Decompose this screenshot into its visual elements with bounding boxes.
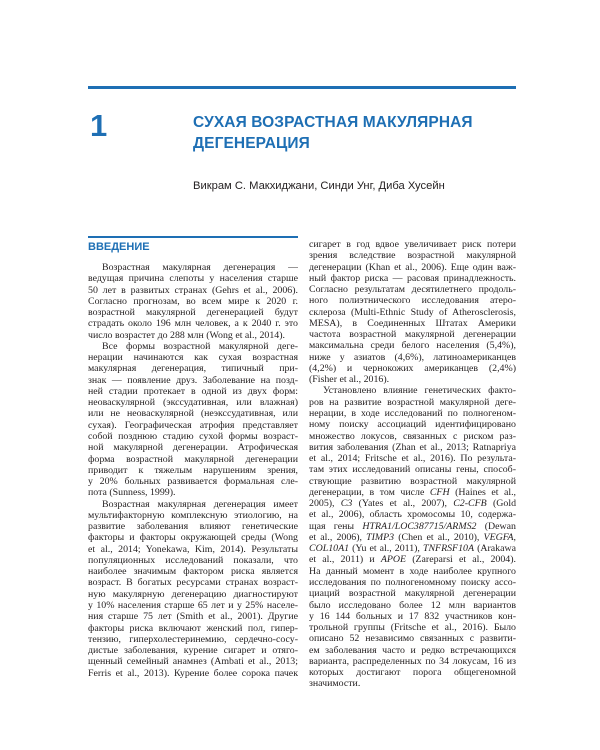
text-segment: неоваскулярной (экссудативная, или влажная)	[88, 397, 298, 409]
text-segment: макулярная дегенерация, типичный при-	[88, 363, 298, 375]
text-line	[88, 307, 298, 318]
text-line	[309, 611, 516, 622]
text-segment: нерации начинаются как сухая возрастная	[88, 352, 298, 364]
gene-name: TNFRSF10A	[422, 543, 474, 555]
text-segment: ной макулярной дегенерации. Атрофическая	[88, 442, 298, 454]
chapter-title-line: ДЕГЕНЕРАЦИЯ	[193, 135, 310, 152]
text-segment: ствующие развитию возрастной макулярной	[309, 475, 516, 487]
text-line	[309, 532, 516, 543]
left-text-column	[88, 262, 298, 679]
text-line	[309, 633, 516, 644]
text-segment: ней стадии протекает в одной из двух форм:	[88, 385, 298, 397]
text-segment: ному поиску ассоциаций идентифицировано	[309, 419, 516, 431]
paragraph	[88, 499, 298, 679]
text-segment: сухая). Географическая атрофия представляет	[88, 419, 298, 431]
text-segment: Все формы возрастной макулярной деге-	[102, 340, 298, 352]
text-line	[309, 431, 516, 442]
text-segment: ную макулярную дегенерацию диагностируют	[88, 588, 298, 600]
right-text-column	[309, 239, 516, 690]
text-line	[309, 352, 516, 363]
text-line	[309, 566, 516, 577]
text-line	[309, 262, 516, 273]
text-line	[88, 589, 298, 600]
text-segment: которых достигают порога общегеномной	[309, 667, 516, 679]
text-line	[309, 600, 516, 611]
text-line	[309, 667, 516, 678]
text-segment: форма возрастной макулярной дегенерации	[88, 453, 298, 465]
text-segment: ,	[513, 531, 516, 543]
text-line	[309, 419, 516, 430]
text-line	[309, 453, 516, 464]
text-line	[309, 678, 516, 689]
text-segment: зрения вследствие возрастной макулярной	[309, 250, 516, 262]
gene-name: TIMP3	[366, 531, 395, 543]
text-line	[309, 295, 516, 306]
text-segment: склероза (Multi-Ethnic Study of Atherosclerosis,	[309, 306, 516, 318]
text-line	[88, 499, 298, 510]
text-segment: множество локусов, связанных с риском раз-	[309, 430, 516, 442]
text-segment: значимости.	[309, 678, 361, 690]
text-segment: Установлено влияние генетических факто-	[323, 385, 516, 397]
text-segment: нерации, в ходе исследований по полногеном-	[309, 407, 516, 419]
text-line	[88, 262, 298, 273]
text-line	[309, 340, 516, 351]
text-line	[88, 431, 298, 442]
text-segment: 50 лет в развитых странах (Gehrs et al., 2006).	[88, 284, 298, 296]
text-segment: (Fisher et al., 2016).	[309, 374, 390, 386]
text-line	[88, 623, 298, 634]
text-segment: Согласно результатам десятилетнего продоль-	[309, 284, 516, 296]
text-segment: сигарет в год вдвое увеличивает риск потери	[309, 239, 516, 250]
text-segment: (Gold	[486, 498, 516, 510]
text-line	[309, 645, 516, 656]
text-segment: циаций возрастной макулярной дегенерации	[309, 588, 516, 600]
text-segment: было исследовано более 12 млн вариантов	[309, 599, 516, 611]
text-segment: На данный момент в ходе наиболее крупного	[309, 565, 516, 577]
chapter-number: 1	[90, 108, 108, 143]
text-line	[309, 307, 516, 318]
text-line	[88, 442, 298, 453]
text-segment: наиболее значимым фактором риска является	[88, 566, 298, 578]
text-line	[88, 510, 298, 521]
text-segment: ем заболевания часто и редко встречающихся	[309, 644, 516, 656]
paragraph	[309, 239, 516, 385]
text-line	[88, 577, 298, 588]
text-line	[309, 408, 516, 419]
text-segment: et al., 2006),	[309, 531, 367, 543]
gene-name: C2-CFB	[453, 498, 487, 510]
text-line	[88, 668, 298, 679]
text-line	[309, 250, 516, 261]
text-segment: (Zareparsi et al., 2004).	[406, 554, 516, 566]
text-segment: факторы риска включают женский пол, гипер-	[88, 622, 298, 634]
text-line	[309, 521, 516, 532]
text-line	[88, 330, 298, 341]
text-segment: мультифакторную комплексную этиологию, на	[88, 509, 298, 521]
text-segment: ния старше 75 лет (Smith et al., 2001). Другие	[88, 611, 298, 623]
text-line	[309, 374, 516, 385]
text-segment: описано 52 независимо связанных с развити-	[309, 633, 516, 645]
paragraph	[88, 262, 298, 341]
text-segment: MESA), в Соединенных Штатах Америки	[309, 317, 516, 329]
text-line	[309, 363, 516, 374]
text-segment: Возрастная макулярная дегенерация —	[102, 262, 298, 273]
text-segment: пота (Sunness, 1999).	[88, 487, 176, 499]
text-segment: факторы и факторы окружающей среды (Wong	[88, 532, 298, 544]
text-line	[309, 509, 516, 520]
text-segment: возраст. В богатых ресурсами странах возраст-	[88, 577, 298, 589]
section-heading: ВВЕДЕНИЕ	[88, 241, 150, 253]
text-segment: ный фактор риска — расовая принадлежность.	[309, 272, 516, 284]
text-segment: (Yates et al., 2007),	[352, 498, 454, 510]
text-segment: варианта, распределенных по 34 локусам, 16 из	[309, 655, 516, 667]
text-line	[309, 318, 516, 329]
text-segment: Возрастная макулярная дегенерация имеет	[102, 498, 298, 510]
text-segment: страдать около 196 млн человек, а к 2040 г. это	[88, 318, 298, 330]
text-segment: у 16 144 больных и 17 832 участников кон-	[309, 610, 516, 622]
text-line	[88, 352, 298, 363]
text-segment: частота возрастной макулярной дегенерации	[309, 329, 516, 341]
text-line	[88, 566, 298, 577]
text-segment: число возрастет до 288 млн (Wong et al., 2014).	[88, 329, 285, 341]
text-segment: (Arakawa	[474, 543, 516, 555]
text-line	[309, 622, 516, 633]
text-segment: трольной группы (Fritsche et al., 2016). Было	[309, 622, 516, 634]
text-line	[88, 611, 298, 622]
text-line	[88, 273, 298, 284]
text-line	[88, 296, 298, 307]
text-line	[309, 476, 516, 487]
text-line	[309, 588, 516, 599]
text-segment: et al., 2011) и	[309, 554, 381, 566]
text-segment: (Yu et al., 2011),	[349, 543, 423, 555]
text-line	[88, 544, 298, 555]
chapter-title-line: СУХАЯ ВОЗРАСТНАЯ МАКУЛЯРНАЯ	[193, 114, 473, 131]
text-segment: исследования по полногеномному поиску ассо-	[309, 576, 516, 588]
paragraph	[88, 341, 298, 499]
text-line	[88, 555, 298, 566]
text-line	[88, 363, 298, 374]
text-line	[88, 285, 298, 296]
text-line	[88, 532, 298, 543]
text-line	[309, 284, 516, 295]
text-line	[88, 454, 298, 465]
text-segment: (Dewan	[476, 520, 516, 532]
text-segment: у 10% населения старше 65 лет и у 25% населе-	[88, 599, 298, 611]
text-segment: (Chen et al., 2010),	[394, 531, 484, 543]
text-segment: et al., 2006), область хромосомы 10, содержа-	[309, 509, 516, 521]
text-line	[88, 408, 298, 419]
text-line	[309, 397, 516, 408]
text-line	[88, 341, 298, 352]
text-line	[309, 239, 516, 250]
text-segment: ного полиэтнического исследования атеро-	[309, 295, 516, 307]
text-line	[309, 329, 516, 340]
gene-name: C3	[340, 498, 353, 510]
text-segment: дегенерации (Khan et al., 2006). Еще один важ-	[309, 261, 516, 273]
text-line	[309, 498, 516, 509]
paragraph	[309, 385, 516, 689]
text-segment: Ferris et al., 2013). Курение более сорока пачек	[88, 667, 298, 679]
text-segment: щенный семейный анамнез (Ambati et al., 2013;	[88, 656, 298, 668]
text-segment: возрастной макулярной дегенерацией будут	[88, 307, 298, 319]
text-segment: ниже у азиатов (4,6%), латиноамериканцев	[309, 351, 516, 363]
chapter-authors: Викрам С. Макхиджани, Синди Унг, Диба Хусейн	[193, 180, 445, 192]
text-line	[309, 385, 516, 396]
text-segment: et al., 2014; Yonekawa, Kim, 2014). Результаты	[88, 543, 298, 555]
text-segment: et al., 2014; Fritsche et al., 2016). По результа-	[309, 453, 516, 465]
text-segment: 2005),	[309, 498, 341, 510]
text-line	[88, 476, 298, 487]
gene-name: HTRA1/LOC387715/ARMS2	[362, 520, 477, 532]
text-line	[88, 397, 298, 408]
gene-name: CFH	[429, 486, 450, 498]
text-segment: ведущая причина слепоты у населения старше	[88, 273, 298, 285]
text-segment: у 20% больных развивается формальная сле-	[88, 476, 298, 488]
text-line	[309, 554, 516, 565]
text-line	[88, 318, 298, 329]
text-line	[309, 464, 516, 475]
text-line	[88, 656, 298, 667]
text-segment: щая гены	[309, 520, 363, 532]
text-segment: развитие заболевания влияют генетические	[88, 521, 298, 533]
text-line	[88, 487, 298, 498]
text-segment: (4,2%) и чернокожих американцев (2,4%)	[309, 362, 516, 374]
text-segment: максимальна среди белого населения (5,4%),	[309, 340, 516, 352]
text-line	[88, 465, 298, 476]
text-line	[309, 543, 516, 554]
text-segment: Согласно прогнозам, во всем мире к 2020 г.	[88, 295, 298, 307]
gene-name: APOE	[380, 554, 407, 566]
gene-name: VEGFA	[483, 531, 514, 543]
text-line	[309, 656, 516, 667]
text-line	[88, 375, 298, 386]
text-segment: знак — появление друз. Заболевание на позд-	[88, 374, 298, 386]
section-rule	[88, 236, 298, 238]
text-line	[88, 521, 298, 532]
text-line	[88, 634, 298, 645]
chapter-title	[193, 112, 473, 154]
text-segment: тензию, гиперхолестеринемию, сердечно-сосу-	[88, 633, 298, 645]
text-segment: (Haines et al.,	[449, 486, 516, 498]
chapter-top-rule	[88, 86, 516, 89]
text-segment: дегенерации, в том числе	[309, 486, 430, 498]
gene-name: COL10A1	[309, 543, 350, 555]
text-line	[309, 487, 516, 498]
text-line	[88, 386, 298, 397]
text-segment: или не неоваскулярной (неэкссудативная, или	[88, 408, 298, 420]
text-segment: вития заболевания (Zhan et al., 2013; Ratnapriya	[309, 441, 516, 453]
text-segment: там этих исследований описаны гены, способ-	[309, 464, 516, 476]
text-segment: собой позднюю стадию сухой формы возраст-	[88, 430, 298, 442]
text-line	[88, 600, 298, 611]
text-line	[309, 442, 516, 453]
text-line	[309, 273, 516, 284]
text-segment: ров на развитие возрастной макулярной деге-	[309, 396, 516, 408]
text-line	[88, 645, 298, 656]
text-segment: дистые заболевания, курение сигарет и отяго-	[88, 645, 298, 657]
text-segment: приводит к тяжелым нарушениям зрения,	[88, 464, 298, 476]
text-line	[309, 577, 516, 588]
text-segment: популяционных исследований показали, что	[88, 554, 298, 566]
text-line	[88, 420, 298, 431]
